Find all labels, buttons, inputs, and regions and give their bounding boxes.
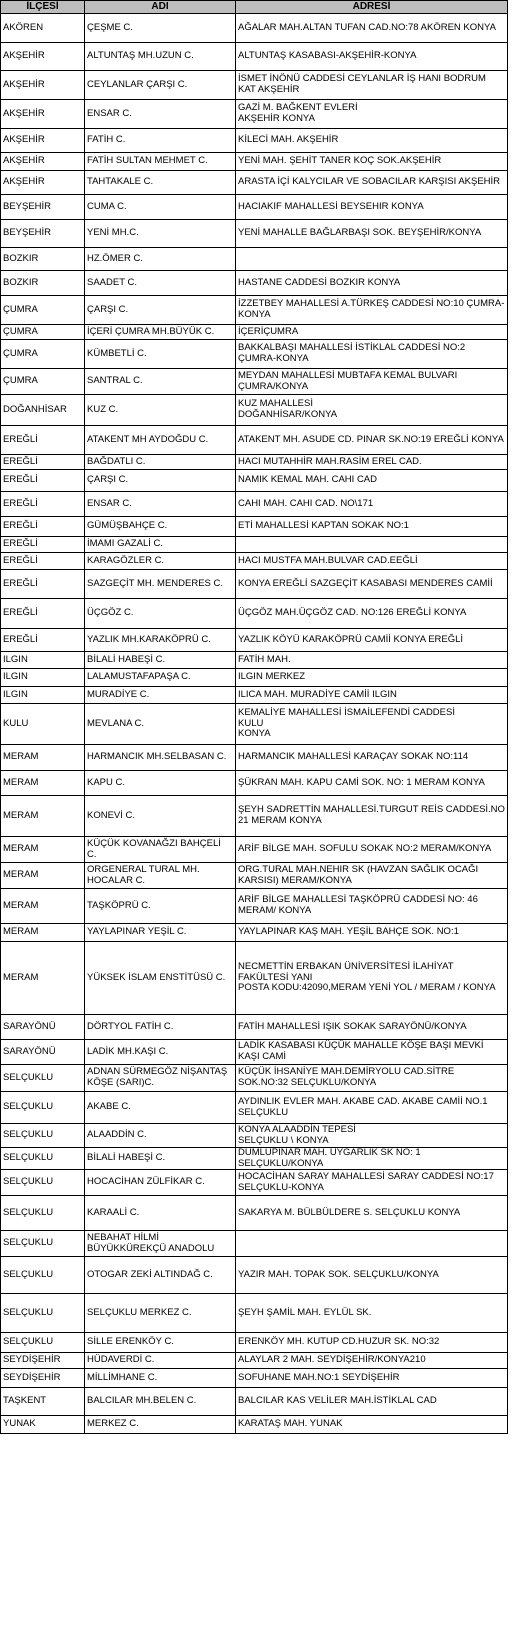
district-cell: MERAM — [1, 837, 85, 863]
table-row — [1, 1015, 508, 1040]
district-cell: TAŞKENT — [1, 1388, 85, 1416]
mosque-name-cell: HÜDAVERDİ C. — [85, 1353, 236, 1369]
mosque-name-cell: MERKEZ C. — [85, 1416, 236, 1434]
district-cell: SELÇUKLU — [1, 1148, 85, 1170]
district-cell: MERAM — [1, 796, 85, 837]
table-row — [1, 340, 508, 369]
address-cell: ŞEYH ŞAMİL MAH. EYLÜL SK. — [236, 1294, 508, 1333]
address-cell: KONYA EREĞLİ SAZGEÇİT KASABASI MENDERES CAMİİ — [236, 570, 508, 599]
district-cell: MERAM — [1, 889, 85, 924]
district-cell: EREĞLİ — [1, 599, 85, 629]
district-cell: SEYDİŞEHİR — [1, 1369, 85, 1388]
district-cell: AKŞEHİR — [1, 129, 85, 153]
mosque-name-cell: YENİ MH.C. — [85, 220, 236, 248]
table-row — [1, 153, 508, 171]
district-cell: ÇUMRA — [1, 340, 85, 369]
table-row — [1, 296, 508, 325]
address-cell — [236, 248, 508, 271]
district-cell: SELÇUKLU — [1, 1333, 85, 1353]
address-cell: CAHI MAH. CAHI CAD. NO\171 — [236, 492, 508, 517]
district-cell: ILGIN — [1, 669, 85, 687]
mosque-name-cell: KARAALİ C. — [85, 1196, 236, 1231]
table-row — [1, 1170, 508, 1196]
address-cell: GAZİ M. BAĞKENT EVLERİ AKŞEHİR KONYA — [236, 100, 508, 129]
district-cell: DOĞANHİSAR — [1, 395, 85, 426]
address-cell: HOCACİHAN SARAY MAHALLESİ SARAY CADDESİ NO:17 SELÇUKLU-KONYA — [236, 1170, 508, 1196]
district-cell: SARAYÖNÜ — [1, 1015, 85, 1040]
address-cell: SOFUHANE MAH.NO:1 SEYDİŞEHİR — [236, 1369, 508, 1388]
address-cell: MEYDAN MAHALLESİ MUBTAFA KEMAL BULVARI ÇUMRA/KONYA — [236, 369, 508, 395]
district-cell: ÇUMRA — [1, 325, 85, 340]
address-cell: YENİ MAHALLE BAĞLARBAŞI SOK. BEYŞEHİR/KONYA — [236, 220, 508, 248]
mosque-name-cell: SAADET C. — [85, 271, 236, 296]
table-row — [1, 599, 508, 629]
district-cell: EREĞLİ — [1, 629, 85, 652]
table-row — [1, 1369, 508, 1388]
table-row — [1, 629, 508, 652]
mosque-name-cell: YAZLIK MH.KARAKÖPRÜ C. — [85, 629, 236, 652]
district-cell: AKÖREN — [1, 14, 85, 43]
mosque-name-cell: CEYLANLAR ÇARŞI C. — [85, 71, 236, 100]
header-name: ADI — [85, 1, 236, 14]
address-cell: KUZ MAHALLESİ DOĞANHİSAR/KONYA — [236, 395, 508, 426]
address-cell: ŞÜKRAN MAH. KAPU CAMİ SOK. NO: 1 MERAM KONYA — [236, 771, 508, 796]
address-cell: YENİ MAH. ŞEHİT TANER KOÇ SOK.AKŞEHİR — [236, 153, 508, 171]
mosque-name-cell: BAĞDATLI C. — [85, 455, 236, 470]
mosque-name-cell: KAPU C. — [85, 771, 236, 796]
table-row — [1, 942, 508, 1015]
mosque-name-cell: CUMA C. — [85, 195, 236, 220]
table-row — [1, 470, 508, 492]
district-cell: MERAM — [1, 771, 85, 796]
table-row — [1, 1092, 508, 1124]
address-cell: HASTANE CADDESİ BOZKIR KONYA — [236, 271, 508, 296]
mosque-name-cell: YÜKSEK İSLAM ENSTİTÜSÜ C. — [85, 942, 236, 1015]
mosque-name-cell: ENSAR C. — [85, 100, 236, 129]
district-cell: ILGIN — [1, 687, 85, 704]
mosque-name-cell: HOCACİHAN ZÜLFİKAR C. — [85, 1170, 236, 1196]
mosque-name-cell: KÜMBETLİ C. — [85, 340, 236, 369]
district-cell: EREĞLİ — [1, 455, 85, 470]
district-cell: BOZKIR — [1, 271, 85, 296]
address-cell: HACI MUSTFA MAH.BULVAR CAD.EEĞLİ — [236, 553, 508, 570]
table-row — [1, 43, 508, 71]
table-row — [1, 395, 508, 426]
address-cell: AĞALAR MAH.ALTAN TUFAN CAD.NO:78 AKÖREN KONYA — [236, 14, 508, 43]
district-cell: EREĞLİ — [1, 492, 85, 517]
district-cell: ILGIN — [1, 652, 85, 669]
address-cell: SAKARYA M. BÜLBÜLDERE S. SELÇUKLU KONYA — [236, 1196, 508, 1231]
district-cell: EREĞLİ — [1, 570, 85, 599]
address-cell: AYDINLIK EVLER MAH. AKABE CAD. AKABE CAMİİ NO.1 SELÇUKLU — [236, 1092, 508, 1124]
district-cell: EREĞLİ — [1, 537, 85, 553]
table-row — [1, 426, 508, 455]
address-cell: ERENKÖY MH. KUTUP CD.HUZUR SK. NO:32 — [236, 1333, 508, 1353]
mosque-name-cell: YAYLAPINAR YEŞİL C. — [85, 924, 236, 942]
mosque-name-cell: İMAMI GAZALİ C. — [85, 537, 236, 553]
mosque-name-cell: KÜÇÜK KOVANAĞZI BAHÇELİ C. — [85, 837, 236, 863]
address-cell: LADİK KASABASI KÜÇÜK MAHALLE KÖŞE BAŞI MEVKİ KAŞI CAMİ — [236, 1040, 508, 1065]
mosque-name-cell: FATİH SULTAN MEHMET C. — [85, 153, 236, 171]
district-cell: EREĞLİ — [1, 470, 85, 492]
address-cell: HACI MUTAHHİR MAH.RASİM EREL CAD. — [236, 455, 508, 470]
district-cell: MERAM — [1, 745, 85, 771]
table-row — [1, 1388, 508, 1416]
mosque-name-cell: TAHTAKALE C. — [85, 171, 236, 195]
mosque-name-cell: ALAADDİN C. — [85, 1124, 236, 1148]
table-row — [1, 1196, 508, 1231]
mosque-name-cell: LALAMUSTAFAPAŞA C. — [85, 669, 236, 687]
district-cell: SELÇUKLU — [1, 1170, 85, 1196]
mosque-name-cell: GÜMÜŞBAHÇE C. — [85, 517, 236, 537]
address-cell: FATİH MAHALLESİ IŞIK SOKAK SARAYÖNÜ/KONYA — [236, 1015, 508, 1040]
mosque-name-cell: NEBAHAT HİLMİ BÜYÜKKÜREKÇÜ ANADOLU — [85, 1231, 236, 1257]
mosque-name-cell: TAŞKÖPRÜ C. — [85, 889, 236, 924]
address-cell: İÇERİÇUMRA — [236, 325, 508, 340]
table-row — [1, 652, 508, 669]
table-row — [1, 771, 508, 796]
district-cell: SELÇUKLU — [1, 1294, 85, 1333]
mosque-name-cell: ATAKENT MH AYDOĞDU C. — [85, 426, 236, 455]
district-cell: EREĞLİ — [1, 553, 85, 570]
district-cell: KULU — [1, 704, 85, 745]
district-cell: AKŞEHİR — [1, 171, 85, 195]
mosque-name-cell: AKABE C. — [85, 1092, 236, 1124]
table-row — [1, 553, 508, 570]
table-row — [1, 570, 508, 599]
mosque-name-cell: BİLALİ HABEŞİ C. — [85, 652, 236, 669]
mosque-name-cell: SİLLE ERENKÖY C. — [85, 1333, 236, 1353]
mosque-name-cell: MURADİYE C. — [85, 687, 236, 704]
table-row — [1, 1294, 508, 1333]
table-row — [1, 195, 508, 220]
address-cell: BALCILAR KAS VELİLER MAH.İSTİKLAL CAD — [236, 1388, 508, 1416]
table-row — [1, 455, 508, 470]
mosque-name-cell: BALCILAR MH.BELEN C. — [85, 1388, 236, 1416]
district-cell: ÇUMRA — [1, 296, 85, 325]
district-cell: BEYŞEHİR — [1, 195, 85, 220]
table-row — [1, 1257, 508, 1294]
mosque-name-cell: HARMANCIK MH.SELBASAN C. — [85, 745, 236, 771]
mosque-name-cell: FATİH C. — [85, 129, 236, 153]
district-cell: SELÇUKLU — [1, 1231, 85, 1257]
address-cell: YAZLIK KÖYÜ KARAKÖPRÜ CAMİİ KONYA EREĞLİ — [236, 629, 508, 652]
mosque-name-cell: OTOGAR ZEKİ ALTINDAĞ C. — [85, 1257, 236, 1294]
district-cell: MERAM — [1, 924, 85, 942]
address-cell: DUMLUPINAR MAH. UYGARLIK SK NO: 1 SELÇUKLU/KONYA — [236, 1148, 508, 1170]
address-cell: ARİF BİLGE MAH. SOFULU SOKAK NO:2 MERAM/KONYA — [236, 837, 508, 863]
table-row — [1, 14, 508, 43]
mosque-name-cell: ÇARŞI C. — [85, 296, 236, 325]
table-row — [1, 171, 508, 195]
table-row — [1, 248, 508, 271]
district-cell: BOZKIR — [1, 248, 85, 271]
mosque-name-cell: KARAGÖZLER C. — [85, 553, 236, 570]
address-cell: YAZIR MAH. TOPAK SOK. SELÇUKLU/KONYA — [236, 1257, 508, 1294]
address-cell: ALTUNTAŞ KASABASI-AKŞEHİR-KONYA — [236, 43, 508, 71]
district-cell: ÇUMRA — [1, 369, 85, 395]
address-cell: ATAKENT MH. ASUDE CD. PINAR SK.NO:19 EREĞLİ KONYA — [236, 426, 508, 455]
address-cell: İSMET İNÖNÜ CADDESİ CEYLANLAR İŞ HANI BODRUM KAT AKŞEHİR — [236, 71, 508, 100]
mosque-name-cell: ORGENERAL TURAL MH. HOCALAR C. — [85, 863, 236, 889]
mosque-name-cell: MİLLİMHANE C. — [85, 1369, 236, 1388]
mosque-name-cell: İÇERİ ÇUMRA MH.BÜYÜK C. — [85, 325, 236, 340]
district-cell: SELÇUKLU — [1, 1196, 85, 1231]
district-cell: SELÇUKLU — [1, 1065, 85, 1092]
table-row — [1, 745, 508, 771]
mosque-name-cell: ÇARŞI C. — [85, 470, 236, 492]
table-row — [1, 1065, 508, 1092]
table-row — [1, 924, 508, 942]
address-cell: ETİ MAHALLESİ KAPTAN SOKAK NO:1 — [236, 517, 508, 537]
header-address: ADRESİ — [236, 1, 508, 14]
address-cell: YAYLAPINAR KAŞ MAH. YEŞİL BAHÇE SOK. NO:1 — [236, 924, 508, 942]
district-cell: AKŞEHİR — [1, 43, 85, 71]
address-cell: KÜÇÜK İHSANİYE MAH.DEMİRYOLU CAD.SİTRE SOK.NO:32 SELÇUKLU/KONYA — [236, 1065, 508, 1092]
table-row — [1, 220, 508, 248]
mosque-name-cell: HZ.ÖMER C. — [85, 248, 236, 271]
mosque-name-cell: KUZ C. — [85, 395, 236, 426]
address-cell: FATİH MAH. — [236, 652, 508, 669]
address-cell: KİLECİ MAH. AKŞEHİR — [236, 129, 508, 153]
mosque-name-cell: ALTUNTAŞ MH.UZUN C. — [85, 43, 236, 71]
table-row — [1, 1416, 508, 1434]
district-cell: EREĞLİ — [1, 517, 85, 537]
address-cell: ALAYLAR 2 MAH. SEYDİŞEHİR/KONYA210 — [236, 1353, 508, 1369]
table-row — [1, 537, 508, 553]
mosque-name-cell: MEVLANA C. — [85, 704, 236, 745]
mosque-name-cell: SELÇUKLU MERKEZ C. — [85, 1294, 236, 1333]
table-row — [1, 271, 508, 296]
mosque-name-cell: ADNAN SÜRMEGÖZ NİŞANTAŞ KÖŞE (SARI)C. — [85, 1065, 236, 1092]
district-cell: SARAYÖNÜ — [1, 1040, 85, 1065]
mosque-name-cell: LADİK MH.KAŞI C. — [85, 1040, 236, 1065]
mosque-name-cell: SAZGEÇİT MH. MENDERES C. — [85, 570, 236, 599]
header-row — [1, 1, 508, 14]
address-cell — [236, 537, 508, 553]
district-cell: MERAM — [1, 942, 85, 1015]
table-row — [1, 837, 508, 863]
table-row — [1, 863, 508, 889]
address-cell: HARMANCIK MAHALLESİ KARAÇAY SOKAK NO:114 — [236, 745, 508, 771]
table-row — [1, 129, 508, 153]
table-row — [1, 325, 508, 340]
table-row — [1, 100, 508, 129]
district-cell: AKŞEHİR — [1, 71, 85, 100]
mosque-name-cell: ENSAR C. — [85, 492, 236, 517]
district-cell: SELÇUKLU — [1, 1124, 85, 1148]
address-cell: ARİF BİLGE MAHALLESİ TAŞKÖPRÜ CADDESİ NO: 46 MERAM/ KONYA — [236, 889, 508, 924]
district-cell: AKŞEHİR — [1, 100, 85, 129]
district-cell: EREĞLİ — [1, 426, 85, 455]
address-cell: ŞEYH SADRETTİN MAHALLESİ.TURGUT REİS CADDESİ.NO 21 MERAM KONYA — [236, 796, 508, 837]
address-cell: KEMALİYE MAHALLESİ İSMAİLEFENDİ CADDESİ KULU KONYA — [236, 704, 508, 745]
district-cell: SEYDİŞEHİR — [1, 1353, 85, 1369]
table-row — [1, 796, 508, 837]
table-row — [1, 1124, 508, 1148]
table-row — [1, 71, 508, 100]
mosque-name-cell: SANTRAL C. — [85, 369, 236, 395]
mosque-name-cell: BİLALİ HABEŞİ C. — [85, 1148, 236, 1170]
address-cell: KONYA ALAADDİN TEPESİ SELÇUKLU \ KONYA — [236, 1124, 508, 1148]
table-row — [1, 1353, 508, 1369]
district-cell: YUNAK — [1, 1416, 85, 1434]
district-cell: SELÇUKLU — [1, 1092, 85, 1124]
address-cell: İZZETBEY MAHALLESİ A.TÜRKEŞ CADDESİ NO:10 ÇUMRA-KONYA — [236, 296, 508, 325]
address-cell: ÜÇGÖZ MAH.ÜÇGÖZ CAD. NO:126 EREĞLİ KONYA — [236, 599, 508, 629]
header-district: İLÇESİ — [1, 1, 85, 14]
table-row — [1, 492, 508, 517]
address-cell: ARASTA İÇİ KALYCILAR VE SOBACILAR KARŞISI AKŞEHİR — [236, 171, 508, 195]
table-row — [1, 889, 508, 924]
table-row — [1, 517, 508, 537]
address-cell: NAMIK KEMAL MAH. CAHI CAD — [236, 470, 508, 492]
district-cell: BEYŞEHİR — [1, 220, 85, 248]
table-row — [1, 1040, 508, 1065]
table-row — [1, 669, 508, 687]
address-cell: ILGIN MERKEZ — [236, 669, 508, 687]
district-cell: AKŞEHİR — [1, 153, 85, 171]
table-row — [1, 704, 508, 745]
mosque-name-cell: ÇEŞME C. — [85, 14, 236, 43]
table-body — [1, 14, 508, 1434]
address-cell: HACIAKIF MAHALLESİ BEYSEHIR KONYA — [236, 195, 508, 220]
address-cell: KARATAŞ MAH. YUNAK — [236, 1416, 508, 1434]
address-cell — [236, 1231, 508, 1257]
mosque-name-cell: ÜÇGÖZ C. — [85, 599, 236, 629]
address-cell: ILICA MAH. MURADİYE CAMİİ ILGIN — [236, 687, 508, 704]
address-cell: NECMETTİN ERBAKAN ÜNİVERSİTESİ İLAHİYAT FAKÜLTESİ YANI POSTA KODU:42090,MERAM YENİ YOL / MERAM / KONYA — [236, 942, 508, 1015]
district-cell: MERAM — [1, 863, 85, 889]
mosque-name-cell: DÖRTYOL FATİH C. — [85, 1015, 236, 1040]
address-cell: ORG.TURAL MAH.NEHIR SK (HAVZAN SAĞLIK OCAĞI KARSISI) MERAM/KONYA — [236, 863, 508, 889]
table-row — [1, 1148, 508, 1170]
table-row — [1, 1333, 508, 1353]
table-row — [1, 1231, 508, 1257]
mosque-name-cell: KONEVİ C. — [85, 796, 236, 837]
table-row — [1, 369, 508, 395]
district-cell: SELÇUKLU — [1, 1257, 85, 1294]
table-row — [1, 687, 508, 704]
address-cell: BAKKALBAŞI MAHALLESİ İSTİKLAL CADDESİ NO:2 ÇUMRA-KONYA — [236, 340, 508, 369]
